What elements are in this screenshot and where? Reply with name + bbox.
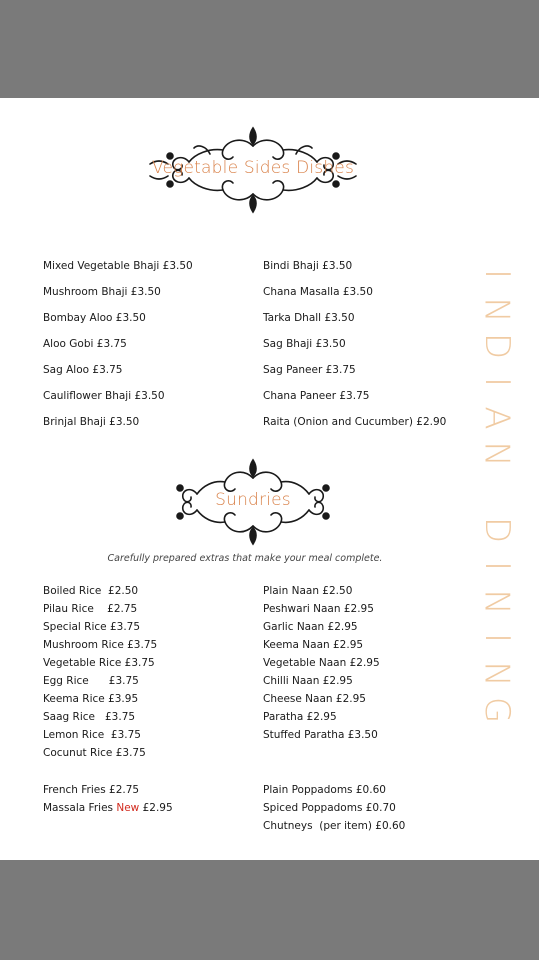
item-price: £2.95 [139, 802, 173, 814]
menu-item: Mushroom Rice £3.75 [43, 639, 158, 651]
menu-item: Mixed Vegetable Bhaji £3.50 [43, 260, 193, 272]
menu-item: Chana Paneer £3.75 [263, 390, 370, 402]
menu-item: Paratha £2.95 [263, 711, 337, 723]
menu-item: Chutneys (per item) £0.60 [263, 820, 406, 832]
menu-item: Plain Poppadoms £0.60 [263, 784, 386, 796]
vertical-title-letter: N [477, 661, 517, 687]
vertical-title-letter: D [477, 332, 517, 360]
vertical-title-letter: I [477, 268, 517, 280]
menu-item: Aloo Gobi £3.75 [43, 338, 127, 350]
menu-item: Brinjal Bhaji £3.50 [43, 416, 140, 428]
menu-item: Pilau Rice £2.75 [43, 603, 138, 615]
item-name: Massala Fries [43, 802, 117, 814]
menu-item: Sag Bhaji £3.50 [263, 338, 346, 350]
vertical-title-letter: N [477, 589, 517, 615]
menu-item: Special Rice £3.75 [43, 621, 141, 633]
menu-item: Keema Naan £2.95 [263, 639, 364, 651]
vertical-title-letter: I [477, 376, 517, 388]
vertical-title-letter [476, 487, 516, 498]
menu-item: Chilli Naan £2.95 [263, 675, 353, 687]
vertical-title-letter: N [477, 441, 517, 467]
vertical-title-letter: D [477, 516, 517, 544]
menu-item: Sag Aloo £3.75 [43, 364, 123, 376]
menu-item: Sag Paneer £3.75 [263, 364, 356, 376]
menu-item: Boiled Rice £2.50 [43, 585, 139, 597]
menu-item: Saag Rice £3.75 [43, 711, 136, 723]
vertical-title-letter: N [477, 297, 517, 323]
menu-item: Spiced Poppadoms £0.70 [263, 802, 396, 814]
menu-item: Vegetable Naan £2.95 [263, 657, 380, 669]
vertical-title-letter: G [476, 696, 517, 724]
menu-item: Bombay Aloo £3.50 [43, 312, 146, 324]
menu-item: French Fries £2.75 [43, 784, 140, 796]
vertical-title-letter: I [477, 632, 517, 644]
menu-item: Tarka Dhall £3.50 [263, 312, 355, 324]
menu-item-massala-fries [43, 801, 173, 815]
ornament-vegetable-sides [140, 124, 366, 216]
menu-item: Peshwari Naan £2.95 [263, 603, 374, 615]
menu-item: Garlic Naan £2.95 [263, 621, 358, 633]
vertical-title-letter: I [477, 560, 517, 572]
menu-item: Raita (Onion and Cucumber) £2.90 [263, 416, 447, 428]
menu-item: Lemon Rice £3.75 [43, 729, 141, 741]
menu-item: Plain Naan £2.50 [263, 585, 353, 597]
menu-item: Mushroom Bhaji £3.50 [43, 286, 161, 298]
ornament-sundries [170, 456, 336, 548]
menu-page [0, 98, 539, 860]
menu-item: Stuffed Paratha £3.50 [263, 729, 378, 741]
menu-item: Cheese Naan £2.95 [263, 693, 366, 705]
sundries-tagline: Carefully prepared extras that make your meal complete. [107, 553, 383, 564]
menu-item: Cocunut Rice £3.75 [43, 747, 146, 759]
menu-item: Vegetable Rice £3.75 [43, 657, 155, 669]
new-badge: New [116, 802, 140, 814]
menu-item: Bindi Bhaji £3.50 [263, 260, 353, 272]
menu-item: Keema Rice £3.95 [43, 693, 139, 705]
vertical-title [474, 256, 518, 728]
vertical-title-letter: A [476, 406, 517, 430]
menu-item: Egg Rice £3.75 [43, 675, 139, 687]
menu-item: Chana Masalla £3.50 [263, 286, 373, 298]
menu-item: Cauliflower Bhaji £3.50 [43, 390, 165, 402]
section-title-vegetable-sides: Vegetable Sides Dishes [151, 158, 355, 178]
section-title-sundries: Sundries [215, 490, 291, 510]
